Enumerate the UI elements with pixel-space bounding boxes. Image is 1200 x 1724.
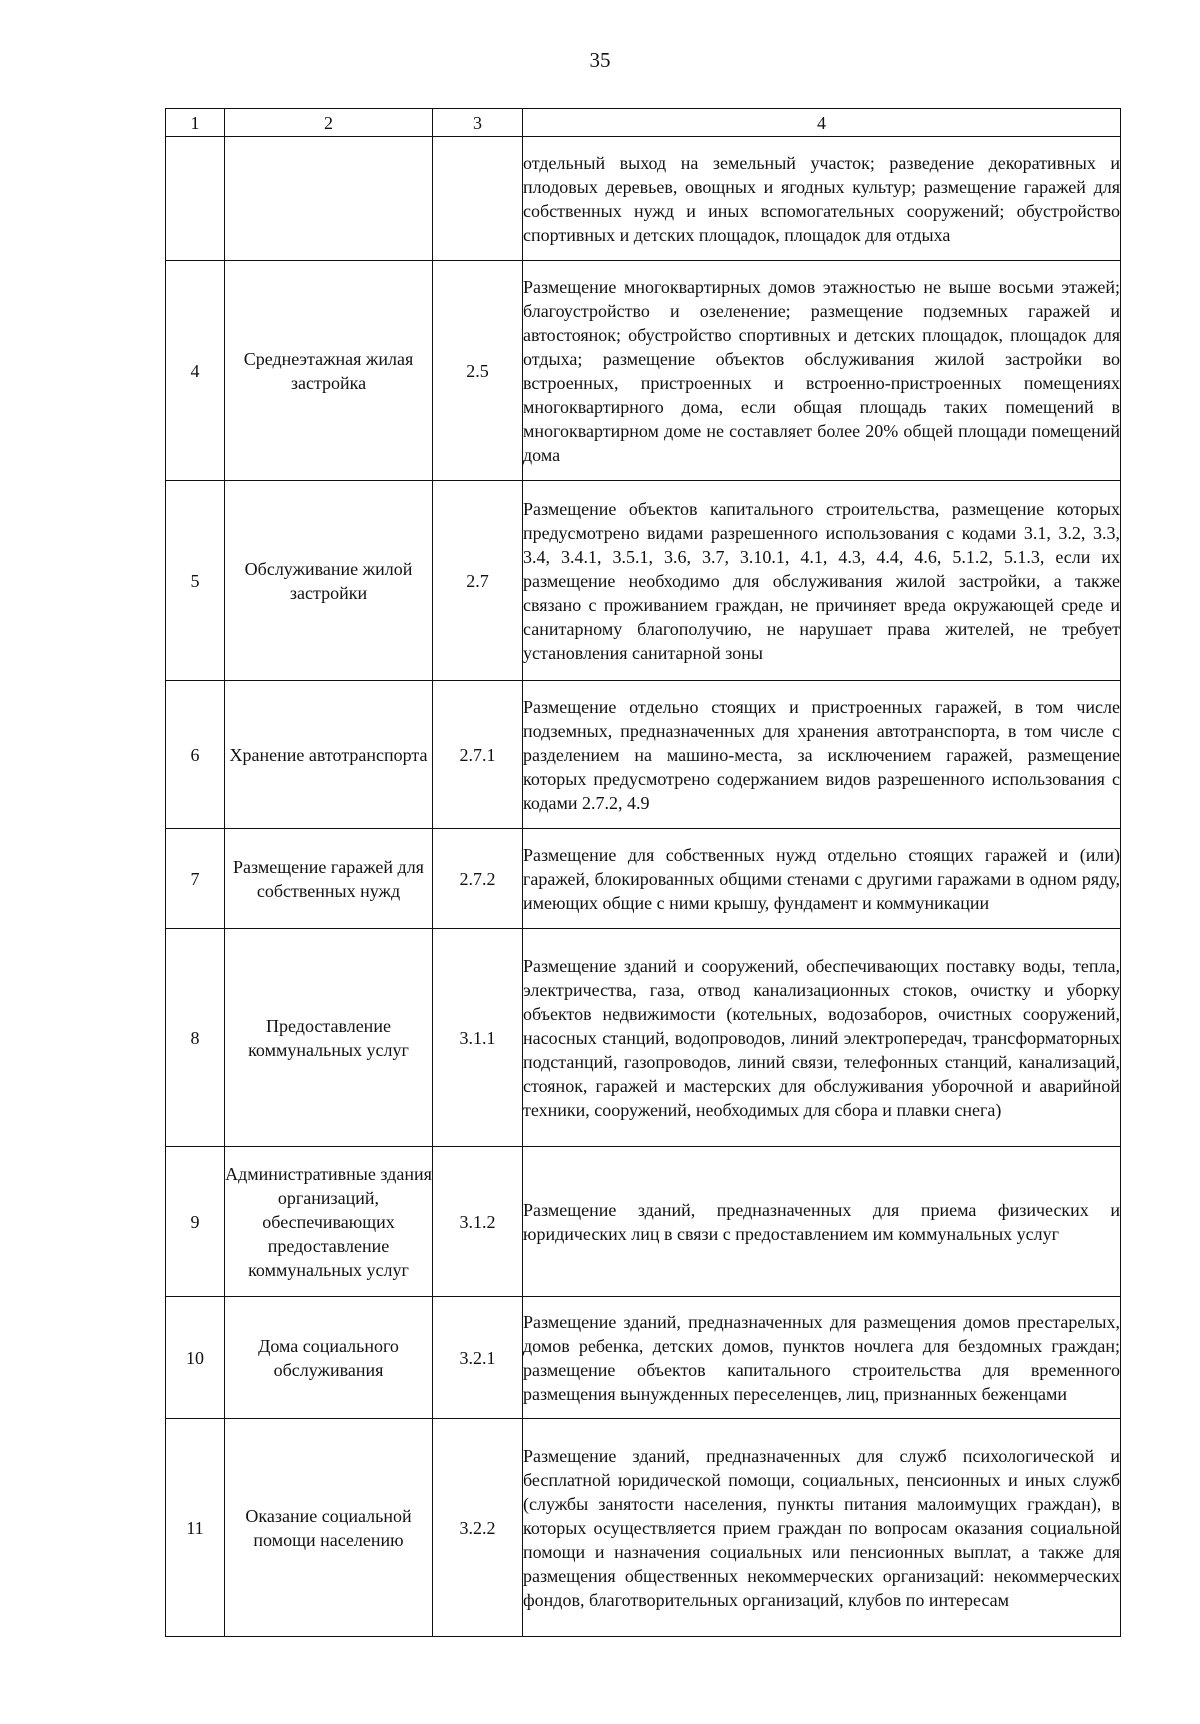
header-col-3: 3 [433, 109, 523, 137]
row-description [523, 681, 1121, 829]
row-code: 3.1.1 [433, 929, 523, 1147]
row-code: 2.7.2 [433, 829, 523, 929]
row-description [523, 137, 1121, 261]
row-name: Размещение гаражей для собственных нужд [225, 829, 433, 929]
row-description [523, 1297, 1121, 1419]
row-number: 6 [166, 681, 225, 829]
row-description-text: Размещение зданий, предназначенных для служб психологической и бесплатной юридической помощи, социальных, пенсионных и иных служб (службы занятости населения, пункты питания малоимущих граждан), в которых осуществляется прием граждан по вопросам оказания социальной помощи и назначения социальных или пенсионных выплат, а также для размещения общественных некоммерческих организаций: некоммерческих фондов, благотворительных организаций, клубов по интересам [523, 1445, 1120, 1610]
row-description-text: Размещение зданий, предназначенных для приема физических и юридических лиц в связи с предоставлением им коммунальных услуг [523, 1199, 1120, 1244]
row-description-text: Размещение для собственных нужд отдельно стоящих гаражей и (или) гаражей, блокированных общими стенами с другими гаражами в одном ряду, имеющих общие с ними крышу, фундамент и коммуникации [523, 844, 1120, 913]
row-description [523, 829, 1121, 929]
row-name: Среднеэтажная жилая застройка [225, 261, 433, 481]
row-code: 3.1.2 [433, 1147, 523, 1297]
row-description [523, 481, 1121, 681]
header-col-1: 1 [166, 109, 225, 137]
row-description-text: Размещение объектов капитального строительства, размещение которых предусмотрено видами разрешенного использования с кодами 3.1, 3.2, 3.3, 3.4, 3.4.1, 3.5.1, 3.6, 3.7, 3.10.1, 4.1, 4.3, 4.4, 4.6, 5.1.2, 5.1.3, если их размещение необходимо для обслуживания жилой застройки, а также связано с проживанием граждан, не причиняет вреда окружающей среде и санитарному благополучию, не нарушает права жителей, не требует установления санитарной зоны [523, 498, 1120, 663]
row-number: 7 [166, 829, 225, 929]
row-description-text: отдельный выход на земельный участок; разведение декоративных и плодовых деревьев, овощных и ягодных культур; размещение гаражей для собственных нужд и иных вспомогательных сооружений; обустройство спортивных и детских площадок, площадок для отдыха [523, 152, 1120, 245]
row-code: 2.5 [433, 261, 523, 481]
header-col-2: 2 [225, 109, 433, 137]
row-description-text: Размещение зданий и сооружений, обеспечивающих поставку воды, тепла, электричества, газа, отвод канализационных стоков, очистку и уборку объектов недвижимости (котельных, водозаборов, очистных сооружений, насосных станций, водопроводов, линий электропередач, трансформаторных подстанций, газопроводов, линий связи, телефонных станций, канализаций, стоянок, гаражей и мастерских для обслуживания уборочной и аварийной техники, сооружений, необходимых для сбора и плавки снега) [523, 955, 1120, 1120]
row-code: 3.2.2 [433, 1419, 523, 1637]
row-code [433, 137, 523, 261]
row-number [166, 137, 225, 261]
row-code: 2.7.1 [433, 681, 523, 829]
page-number: 35 [589, 48, 611, 72]
header-col-4: 4 [523, 109, 1121, 137]
table-row [166, 681, 1121, 829]
row-number: 4 [166, 261, 225, 481]
row-description [523, 929, 1121, 1147]
table-row [166, 1419, 1121, 1637]
row-description [523, 1419, 1121, 1637]
land-use-table [165, 108, 1121, 1637]
row-description-text: Размещение отдельно стоящих и пристроенных гаражей, в том числе подземных, предназначенных для хранения автотранспорта, в том числе с разделением на машино-места, за исключением гаражей, размещение которых предусмотрено содержанием видов разрешенного использования с кодами 2.7.2, 4.9 [523, 696, 1120, 813]
header-row [166, 109, 1121, 137]
row-description-text: Размещение многоквартирных домов этажностью не выше восьми этажей; благоустройство и озеленение; размещение подземных гаражей и автостоянок; обустройство спортивных и детских площадок, площадок для отдыха; размещение объектов обслуживания жилой застройки во встроенных, пристроенных и встроенно-пристроенных помещениях многоквартирного дома, если общая площадь таких помещений в многоквартирном доме не составляет более 20% общей площади помещений дома [523, 276, 1120, 465]
row-number: 8 [166, 929, 225, 1147]
row-number: 11 [166, 1419, 225, 1637]
row-name: Оказание социальной помощи населению [225, 1419, 433, 1637]
row-name: Административные здания организаций, обеспечивающих предоставление коммунальных услуг [225, 1147, 433, 1297]
row-description [523, 261, 1121, 481]
table-row [166, 829, 1121, 929]
table-row [166, 1297, 1121, 1419]
row-name: Предоставление коммунальных услуг [225, 929, 433, 1147]
row-code: 3.2.1 [433, 1297, 523, 1419]
row-number: 9 [166, 1147, 225, 1297]
row-name [225, 137, 433, 261]
row-description-text: Размещение зданий, предназначенных для размещения домов престарелых, домов ребенка, детских домов, пунктов ночлега для бездомных граждан; размещение объектов капитального строительства для временного размещения вынужденных переселенцев, лиц, признанных беженцами [523, 1311, 1120, 1404]
row-name: Дома социального обслуживания [225, 1297, 433, 1419]
row-name: Хранение автотранспорта [225, 681, 433, 829]
row-description [523, 1147, 1121, 1297]
table-row [166, 929, 1121, 1147]
table-row [166, 261, 1121, 481]
table-row [166, 137, 1121, 261]
row-name: Обслуживание жилой застройки [225, 481, 433, 681]
table-row [166, 1147, 1121, 1297]
row-number: 5 [166, 481, 225, 681]
row-code: 2.7 [433, 481, 523, 681]
row-number: 10 [166, 1297, 225, 1419]
table-row [166, 481, 1121, 681]
